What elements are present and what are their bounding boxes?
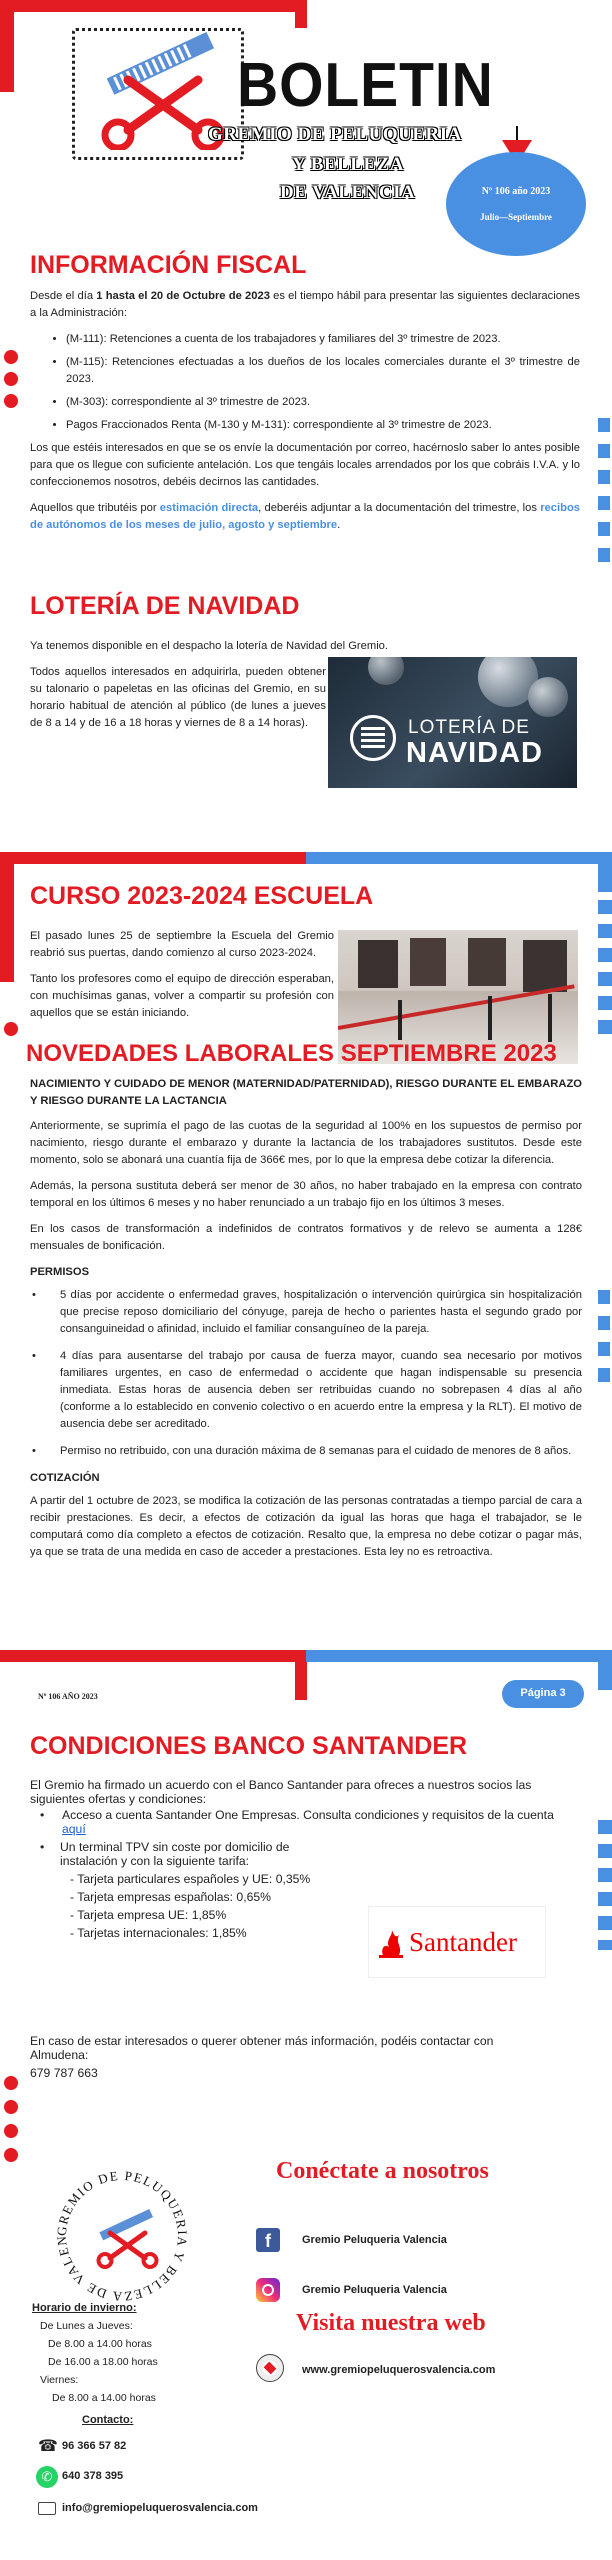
loteria-para-1: Ya tenemos disponible en el despacho la lotería de Navidad del Gremio. <box>30 640 389 652</box>
aqui-link[interactable]: aquí <box>62 1822 86 1836</box>
blue-square-decoration <box>598 1368 610 1382</box>
novedades-para-3: En los casos de transformación a indefinidos de contratos formativos y de relevo se aumenta a 128€ mensuales de bonificación. <box>30 1223 582 1252</box>
blue-square-decoration <box>598 444 610 458</box>
santander-intro: El Gremio ha firmado un acuerdo con el Banco Santander para ofreces a nuestros socios las siguientes ofertas y condiciones: <box>30 1778 532 1806</box>
ornament-image <box>528 677 568 717</box>
red-dot-decoration <box>4 1022 18 1036</box>
mini-seal-icon <box>256 2354 284 2382</box>
tarifa-item: - Tarjeta empresa UE: 1,85% <box>70 1908 227 1922</box>
santander-phone: 679 787 663 <box>30 2066 98 2080</box>
photo-stanchion <box>398 1000 402 1040</box>
fiscal-body <box>30 288 580 543</box>
horario-line: De 16.00 a 18.00 horas <box>48 2356 158 2368</box>
curso-title: CURSO 2023-2024 ESCUELA <box>30 882 374 910</box>
bulletin-title: BOLETIN <box>237 51 494 120</box>
curso-body <box>30 928 334 1031</box>
red-dot-decoration <box>4 2148 18 2162</box>
page3-red-bar <box>0 1650 306 1662</box>
photo-stanchion <box>548 994 552 1042</box>
red-dot-decoration <box>4 394 18 408</box>
permisos-list <box>30 1287 582 1460</box>
red-dot-decoration <box>4 372 18 386</box>
instagram-icon[interactable] <box>256 2278 280 2302</box>
contacto-title: Contacto: <box>82 2414 134 2426</box>
loteria-title: LOTERÍA DE NAVIDAD <box>30 592 300 620</box>
blue-dashed-decoration <box>598 1820 612 1950</box>
blue-square-decoration <box>598 496 610 510</box>
horario-title: Horario de invierno: <box>32 2302 137 2314</box>
header-red-bar-side <box>0 0 14 92</box>
red-dot-decoration <box>4 2124 18 2138</box>
list-item: • Permiso no retribuido, con una duración máxima de 8 semanas para el cuidado de menores de 8 años. <box>30 1443 582 1460</box>
header-subtitle-2: Y BELLEZA <box>292 154 405 175</box>
instagram-label[interactable]: Gremio Peluqueria Valencia <box>302 2284 447 2296</box>
flame-icon <box>377 1925 405 1959</box>
blue-square-decoration <box>598 548 610 562</box>
web-title: Visita nuestra web <box>296 2310 486 2336</box>
red-dot-decoration <box>4 2076 18 2090</box>
facebook-label[interactable]: Gremio Peluqueria Valencia <box>302 2234 447 2246</box>
estimacion-link[interactable]: estimación directa <box>159 502 259 514</box>
header-subtitle-1: GREMIO DE PELUQUERIA <box>208 124 462 145</box>
novedades-title: NOVEDADES LABORALES SEPTIEMBRE 2023 <box>26 1040 557 1067</box>
page3-blue-bar <box>306 1650 612 1662</box>
list-item: • (M-111): Retenciones a cuenta de los trabajadores y familiares del 3º trimestre de 2023. <box>66 331 580 348</box>
curso-para-1: El pasado lunes 25 de septiembre la Escuela del Gremio reabrió sus puertas, dando comienzo al curso 2023-2024. <box>30 930 334 959</box>
loteria-logo-lines <box>361 727 385 749</box>
connect-title: Conéctate a nosotros <box>276 2158 489 2184</box>
fiscal-intro: Desde el día 1 hasta el 20 de Octubre de 2023 es el tiempo hábil para presentar las siguientes declaraciones a la Administración: <box>30 290 580 319</box>
header-red-bar-right <box>295 0 307 28</box>
fiscal-title: INFORMACIÓN FISCAL <box>30 251 307 279</box>
list-item: • (M-115): Retenciones efectuadas a los dueños de los locales comerciales durante el 3º trimestre de 2023. <box>66 354 580 388</box>
tarifa-item: - Tarjeta particulares españoles y UE: 0,35% <box>70 1872 311 1886</box>
novedades-subtitle: NACIMIENTO Y CUIDADO DE MENOR (MATERNIDAD/PATERNIDAD), RIESGO DURANTE EL EMBARAZO Y RIESGO DURANTE LA LACTANCIA <box>30 1078 582 1107</box>
header-red-bar-top <box>0 0 307 12</box>
horario-line: De Lunes a Jueves: <box>40 2320 133 2332</box>
bullet-dot: • <box>32 1289 36 1301</box>
blue-dashed-decoration <box>598 900 612 1040</box>
tarifa-item: - Tarjetas internacionales: 1,85% <box>70 1926 247 1940</box>
loteria-image <box>328 657 577 788</box>
horario-line: De 8.00 a 14.00 horas <box>52 2392 156 2404</box>
phone-icon: ☎ <box>38 2438 58 2455</box>
separator-blue-vertical <box>598 852 612 892</box>
santander-logo <box>368 1906 546 1978</box>
list-item: • Un terminal TPV sin coste por domicilio de instalación y con la siguiente tarifa: <box>40 1840 290 1868</box>
novedades-body <box>30 1118 582 1570</box>
santander-title: CONDICIONES BANCO SANTANDER <box>30 1732 468 1760</box>
whatsapp-number[interactable]: 640 378 395 <box>62 2470 124 2482</box>
facebook-icon[interactable]: f <box>256 2228 280 2252</box>
separator-red-horizontal <box>0 852 306 864</box>
cotizacion-para: A partir del 1 octubre de 2023, se modifica la cotización de las personas contratadas a tiempo parcial de cara a recibir prestaciones. Es decir, a efectos de cotización da igual las horas que haga el trabajador, se le computará como día completo a efectos de cotización. Resalto que, la empresa no debe cotizar o pagar más, ya que se trata de una medida en caso de acceder a prestaciones. Esta ley no es retroactiva. <box>30 1495 582 1558</box>
fiscal-para-3: Aquellos que tributéis por estimación directa, deberéis adjuntar a la documentación del trimestre, los recibos de autónomos de los meses de julio, agosto y septiembre. <box>30 502 580 531</box>
mini-seal-mark <box>264 2362 277 2375</box>
email-address[interactable]: info@gremiopeluquerosvalencia.com <box>62 2502 258 2514</box>
santander-contact: En caso de estar interesados o querer obtener más información, podéis contactar con Almudena: <box>30 2034 494 2062</box>
bullet-dot: • <box>32 1350 36 1362</box>
permisos-title: PERMISOS <box>30 1266 90 1278</box>
list-item: • 4 días para ausentarse del trabajo por causa de fuerza mayor, cuando sea necesario por motivos familiares urgentes, en caso de enfermedad o accidente que hagan indispensable su presencia inmediata. Estas horas de ausencia deben ser retribuidas cuando no sobrepasen 4 días al año (conforme a lo establecido en convenio colectivo o en acuerdo entre la empresa y la RLT). El motivo de ausencia debe ser acreditado. <box>32 1350 582 1430</box>
instagram-lens <box>262 2284 274 2296</box>
photo-wall-panel <box>358 940 398 988</box>
separator-blue-horizontal <box>306 852 612 864</box>
issue-period: Julio—Septiembre <box>480 212 552 222</box>
list-item: • Acceso a cuenta Santander One Empresas. Consulta condiciones y requisitos de la cuenta aquí <box>40 1808 554 1836</box>
horario-line: De 8.00 a 14.00 horas <box>48 2338 152 2350</box>
list-item: • 5 días por accidente o enfermedad graves, hospitalización o intervención quirúrgica sin hospitalización que precise reposo domiciliario del cónyuge, pareja de hecho o parientes hasta el segundo grado por consanguineidad o afinidad, incluido el familiar consanguíneo de la pareja. <box>32 1289 582 1335</box>
photo-stanchion <box>488 996 492 1040</box>
list-item: • (M-303): correspondiente al 3º trimestre de 2023. <box>66 394 580 411</box>
page-number: Página 3 <box>520 1687 566 1699</box>
loteria-para-2: Todos aquellos interesados en adquirirla, pueden obtener su talonario o papeletas en las oficinas del Gremio, en su horario habitual de atención al público (de lunes a jueves de 8 a 14 y de 16 a 18 horas y viernes de 8 a 14 horas). <box>30 666 326 729</box>
fiscal-para-2: Los que estéis interesados en que se os envíe la documentación por correo, hacérnoslo saber lo antes posible para que os llegue con suficiente antelación. Los que tengáis locales arrendados por los que cobráis I.V.A. y lo confeccionemos nosotros, debéis decirnos las cantidades. <box>30 442 580 488</box>
tarifa-item: - Tarjeta empresas españolas: 0,65% <box>70 1890 271 1904</box>
whatsapp-icon: ✆ <box>36 2466 58 2488</box>
page3-issue: Nº 106 AÑO 2023 <box>38 1692 98 1701</box>
santander-logo-text: Santander <box>409 1927 517 1957</box>
photo-floor-line <box>338 984 575 1030</box>
issue-number: Nº 106 año 2023 <box>481 186 551 197</box>
ornament-image <box>368 657 404 685</box>
loteria-img-line2: NAVIDAD <box>406 737 543 769</box>
issue-badge <box>446 152 586 256</box>
blue-square-decoration <box>598 522 610 536</box>
blue-square-decoration <box>598 1290 610 1304</box>
seal-text: GREMIO DE PELUQUERIA Y BELLEZA DE VALEN <box>53 2167 191 2305</box>
fiscal-list <box>66 331 580 434</box>
seal-svg <box>50 2164 194 2308</box>
blue-square-decoration <box>598 418 610 432</box>
cotizacion-title: COTIZACIÓN <box>30 1472 100 1484</box>
page3-blue-vertical <box>598 1650 612 1690</box>
novedades-para-1: Anteriormente, se suprimía el pago de las cuotas de la seguridad al 100% en los supuestos de permiso por nacimiento, riesgo durante el embarazo y durante la lactancia de los trabajadores sustitutos. Desde este momento, solo se abonará una cuantía fija de 366€ mes, por lo que la empresa debe cotizar la diferencia. <box>30 1120 582 1166</box>
gremio-seal <box>50 2164 194 2308</box>
blue-square-decoration <box>598 1316 610 1330</box>
photo-wall-panel <box>523 940 567 992</box>
curso-para-2: Tanto los profesores como el equipo de dirección esperaban, con muchísimas ganas, volver a compartir su profesión con aquellos que se están iniciando. <box>30 973 334 1019</box>
photo-wall-panel <box>410 938 446 986</box>
header-subtitle-3: DE VALENCIA <box>280 182 416 203</box>
recibos-link[interactable]: recibos de autónomos de los meses de julio, agosto y septiembre <box>30 502 580 531</box>
bullet-dot: • <box>32 1445 36 1457</box>
red-dot-decoration <box>4 2100 18 2114</box>
list-item: • Pagos Fraccionados Renta (M-130 y M-131): correspondiente al 3º trimestre de 2023. <box>66 417 580 434</box>
blue-square-decoration <box>598 1342 610 1356</box>
separator-red-vertical <box>0 852 14 982</box>
photo-wall-panel <box>468 938 506 986</box>
scissors-comb-logo <box>88 30 228 150</box>
phone-number[interactable]: 96 366 57 82 <box>62 2440 127 2452</box>
bullet-dot: • <box>40 1840 45 1854</box>
email-icon <box>38 2502 56 2515</box>
bullet-dot: • <box>40 1808 45 1822</box>
website-link[interactable]: www.gremiopeluquerosvalencia.com <box>302 2364 496 2376</box>
novedades-para-2: Además, la persona sustituta deberá ser menor de 30 años, no haber trabajado en la empresa con contrato temporal en los últimos 6 meses y no haber renunciado a un trabajo fijo en los últimos 3 meses. <box>30 1180 582 1209</box>
blue-square-decoration <box>598 470 610 484</box>
loteria-img-line1: LOTERÍA DE <box>408 717 530 738</box>
horario-line: Viernes: <box>40 2374 79 2386</box>
red-dot-decoration <box>4 350 18 364</box>
